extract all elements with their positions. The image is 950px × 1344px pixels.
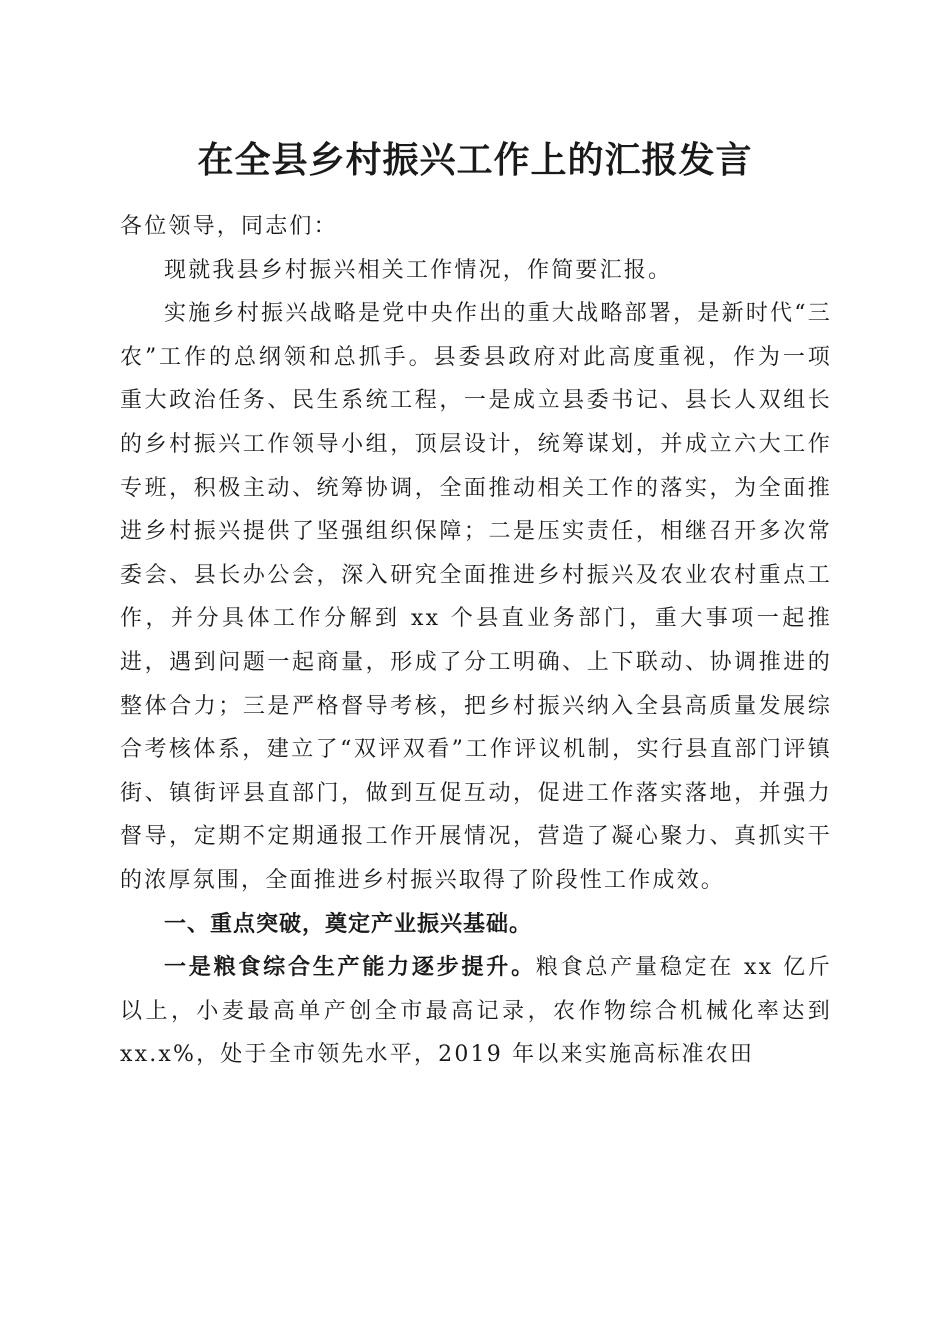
sub-paragraph-lead: 一是粮食综合生产能力逐步提升。: [164, 954, 536, 981]
document-body: [120, 205, 832, 1077]
sub-paragraph-text: 粮食总产量稳定在 xx 亿斤以上，小麦最高单产创全市最高记录，农作物综合机械化率达到 xx.x%，处于全市领先水平，2019 年以来实施高标准农田: [120, 955, 832, 1068]
document-title: 在全县乡村振兴工作上的汇报发言: [197, 139, 753, 181]
sub-paragraph: [120, 946, 832, 1077]
intro-paragraph: 现就我县乡村振兴相关工作情况，作简要汇报。: [164, 257, 673, 283]
section-heading: 一、重点突破，奠定产业振兴基础。: [164, 911, 533, 937]
main-paragraph: 实施乡村振兴战略是党中央作出的重大战略部署，是新时代“三农”工作的总纲领和总抓手。县委县政府对此高度重视，作为一项重大政治任务、民生系统工程，一是成立县委书记、县长人双组长的乡村振兴工作领导小组，顶层设计，统筹谋划，并成立六大工作专班，积极主动、统筹协调，全面推动相关工作的落实，为全面推进乡村振兴提供了坚强组织保障；二是压实责任，相继召开多次常委会、县长办公会，深入研究全面推进乡村振兴及农业农村重点工作，并分具体工作分解到 xx 个县直业务部门，重大事项一起推进，遇到问题一起商量，形成了分工明确、上下联动、协调推进的整体合力；三是严格督导考核，把乡村振兴纳入全县高质量发展综合考核体系，建立了“双评双看”工作评议机制，实行县直部门评镇街、镇街评县直部门，做到互促互动，促进工作落实落地，并强力督导，定期不定期通报工作开展情况，营造了凝心聚力、真抓实干的浓厚氛围，全面推进乡村振兴取得了阶段性工作成效。: [120, 301, 832, 893]
salutation: 各位领导，同志们：: [120, 214, 338, 239]
